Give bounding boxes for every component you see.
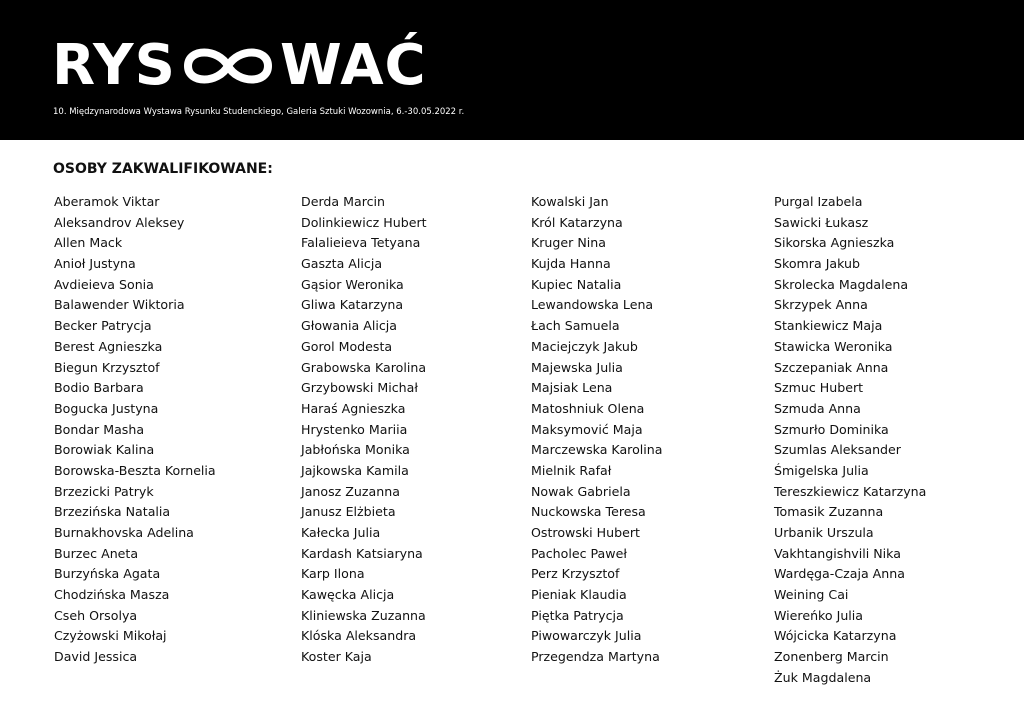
list-item: Brzezicki Patryk [54, 483, 154, 499]
list-item: Król Katarzyna [531, 214, 623, 230]
list-item: Kardash Katsiaryna [301, 545, 423, 561]
list-item: Ostrowski Hubert [531, 525, 640, 540]
list-item: Żuk Magdalena [774, 669, 872, 685]
list-item: Sawicki Łukasz [774, 214, 869, 230]
list-item: Majsiak Lena [531, 380, 613, 396]
list-item: Skomra Jakub [774, 256, 861, 272]
list-item: Głowania Alicja [301, 318, 398, 334]
list-item: Chodzińska Masza [54, 587, 170, 603]
page-title: OSOBY ZAKWALIFIKOWANE: [53, 161, 273, 177]
list-item: Pacholec Paweł [531, 545, 627, 561]
name-column-3 [531, 192, 662, 668]
list-item: Szumlas Aleksander [774, 442, 901, 458]
list-item: Kupiec Natalia [531, 276, 622, 292]
list-item: Bondar Masha [54, 421, 145, 437]
list-item: Przegendza Martyna [531, 649, 660, 665]
list-item: Kruger Nina [531, 235, 606, 251]
list-item: Aberamok Viktar [54, 194, 160, 209]
list-item: Szmurło Dominika [774, 421, 889, 437]
list-item: Nowak Gabriela [531, 483, 631, 499]
list-item: Grabowska Karolina [301, 359, 427, 375]
infinity-icon [178, 42, 278, 90]
list-item: Biegun Krzysztof [54, 359, 160, 375]
list-item: Kujda Hanna [531, 256, 611, 272]
list-item: Weining Cai [774, 587, 849, 603]
list-item: Karp Ilona [301, 566, 365, 582]
list-item: Burzec Aneta [54, 545, 139, 561]
list-item: Koster Kaja [301, 649, 372, 665]
list-item: Bogucka Justyna [54, 400, 159, 416]
list-item: Dolinkiewicz Hubert [301, 214, 427, 230]
list-item: Skrolecka Magdalena [774, 276, 909, 292]
list-item: Matoshniuk Olena [531, 400, 645, 416]
list-item: Wardęga-Czaja Anna [774, 566, 905, 582]
header-banner [0, 0, 1024, 140]
list-item: Gaszta Alicja [301, 256, 383, 272]
list-item: Wiereńko Julia [774, 607, 864, 623]
list-item: Gąsior Weronika [301, 276, 404, 292]
list-item: Piętka Patrycja [531, 607, 624, 623]
list-item: Kowalski Jan [531, 194, 609, 209]
list-item: Kałecka Julia [301, 525, 381, 540]
name-column-2 [301, 192, 427, 668]
list-item: Derda Marcin [301, 194, 386, 209]
list-item: Wójcicka Katarzyna [774, 628, 897, 644]
list-item: Gliwa Katarzyna [301, 297, 404, 313]
list-item: Sikorska Agnieszka [774, 235, 895, 251]
list-item: Gorol Modesta [301, 338, 393, 354]
logo-text-right: WAĆ [279, 33, 427, 98]
list-item: Szmuda Anna [774, 400, 861, 416]
list-item: Purgal Izabela [774, 194, 863, 209]
list-item: Marczewska Karolina [531, 442, 663, 458]
list-item: Czyżowski Mikołaj [54, 628, 167, 644]
list-item: Łach Samuela [531, 318, 620, 334]
list-item: David Jessica [54, 649, 138, 665]
list-item: Borowiak Kalina [54, 442, 155, 458]
list-item: Nuckowska Teresa [531, 504, 646, 520]
list-item: Grzybowski Michał [301, 380, 418, 396]
list-item: Burnakhovska Adelina [54, 525, 194, 540]
list-item: Kliniewska Zuzanna [301, 607, 426, 623]
list-item: Janosz Zuzanna [301, 483, 400, 499]
list-item: Majewska Julia [531, 359, 623, 375]
list-item: Perz Krzysztof [531, 566, 620, 582]
list-item: Pieniak Klaudia [531, 587, 627, 603]
name-column-4 [774, 192, 926, 689]
list-item: Aleksandrov Aleksey [54, 214, 185, 230]
list-item: Zonenberg Marcin [774, 649, 889, 665]
list-item: Klóska Aleksandra [301, 628, 417, 644]
list-item: Jabłońska Monika [301, 442, 410, 458]
list-item: Tomasik Zuzanna [774, 504, 884, 520]
list-item: Borowska-Beszta Kornelia [54, 462, 216, 478]
name-column-1 [54, 192, 216, 668]
list-item: Tereszkiewicz Katarzyna [774, 483, 927, 499]
list-item: Szczepaniak Anna [774, 359, 889, 375]
list-item: Cseh Orsolya [54, 607, 138, 623]
list-item: Falalieieva Tetyana [301, 235, 421, 251]
list-item: Maciejczyk Jakub [531, 338, 638, 354]
list-item: Balawender Wiktoria [54, 297, 185, 313]
list-item: Janusz Elżbieta [301, 504, 396, 520]
list-item: Śmigelska Julia [774, 462, 869, 478]
list-item: Stawicka Weronika [774, 338, 893, 354]
list-item: Mielnik Rafał [531, 462, 612, 478]
list-item: Kawęcka Alicja [301, 587, 395, 603]
list-item: Hrystenko Mariia [301, 421, 408, 437]
list-item: Allen Mack [54, 235, 123, 251]
list-item: Avdieieva Sonia [54, 276, 154, 292]
list-item: Urbanik Urszula [774, 525, 874, 540]
list-item: Berest Agnieszka [54, 338, 163, 354]
logo-text-left: RYS [52, 33, 176, 98]
list-item: Skrzypek Anna [774, 297, 868, 313]
list-item: Anioł Justyna [54, 256, 136, 272]
list-item: Haraś Agnieszka [301, 400, 406, 416]
list-item: Maksymović Maja [531, 421, 643, 437]
list-item: Stankiewicz Maja [774, 318, 883, 334]
list-item: Vakhtangishvili Nika [774, 545, 901, 561]
list-item: Jajkowska Kamila [301, 462, 409, 478]
list-item: Piwowarczyk Julia [531, 628, 642, 644]
list-item: Szmuc Hubert [774, 380, 864, 396]
list-item: Brzezińska Natalia [54, 504, 171, 520]
list-item: Lewandowska Lena [531, 297, 654, 313]
exhibition-subtitle: 10. Międzynarodowa Wystawa Rysunku Studenckiego, Galeria Sztuki Wozownia, 6.-30.05.2022 r. [53, 107, 465, 117]
list-item: Bodio Barbara [54, 380, 144, 396]
logo [52, 33, 427, 98]
list-item: Becker Patrycja [54, 318, 152, 334]
list-item: Burzyńska Agata [54, 566, 161, 582]
